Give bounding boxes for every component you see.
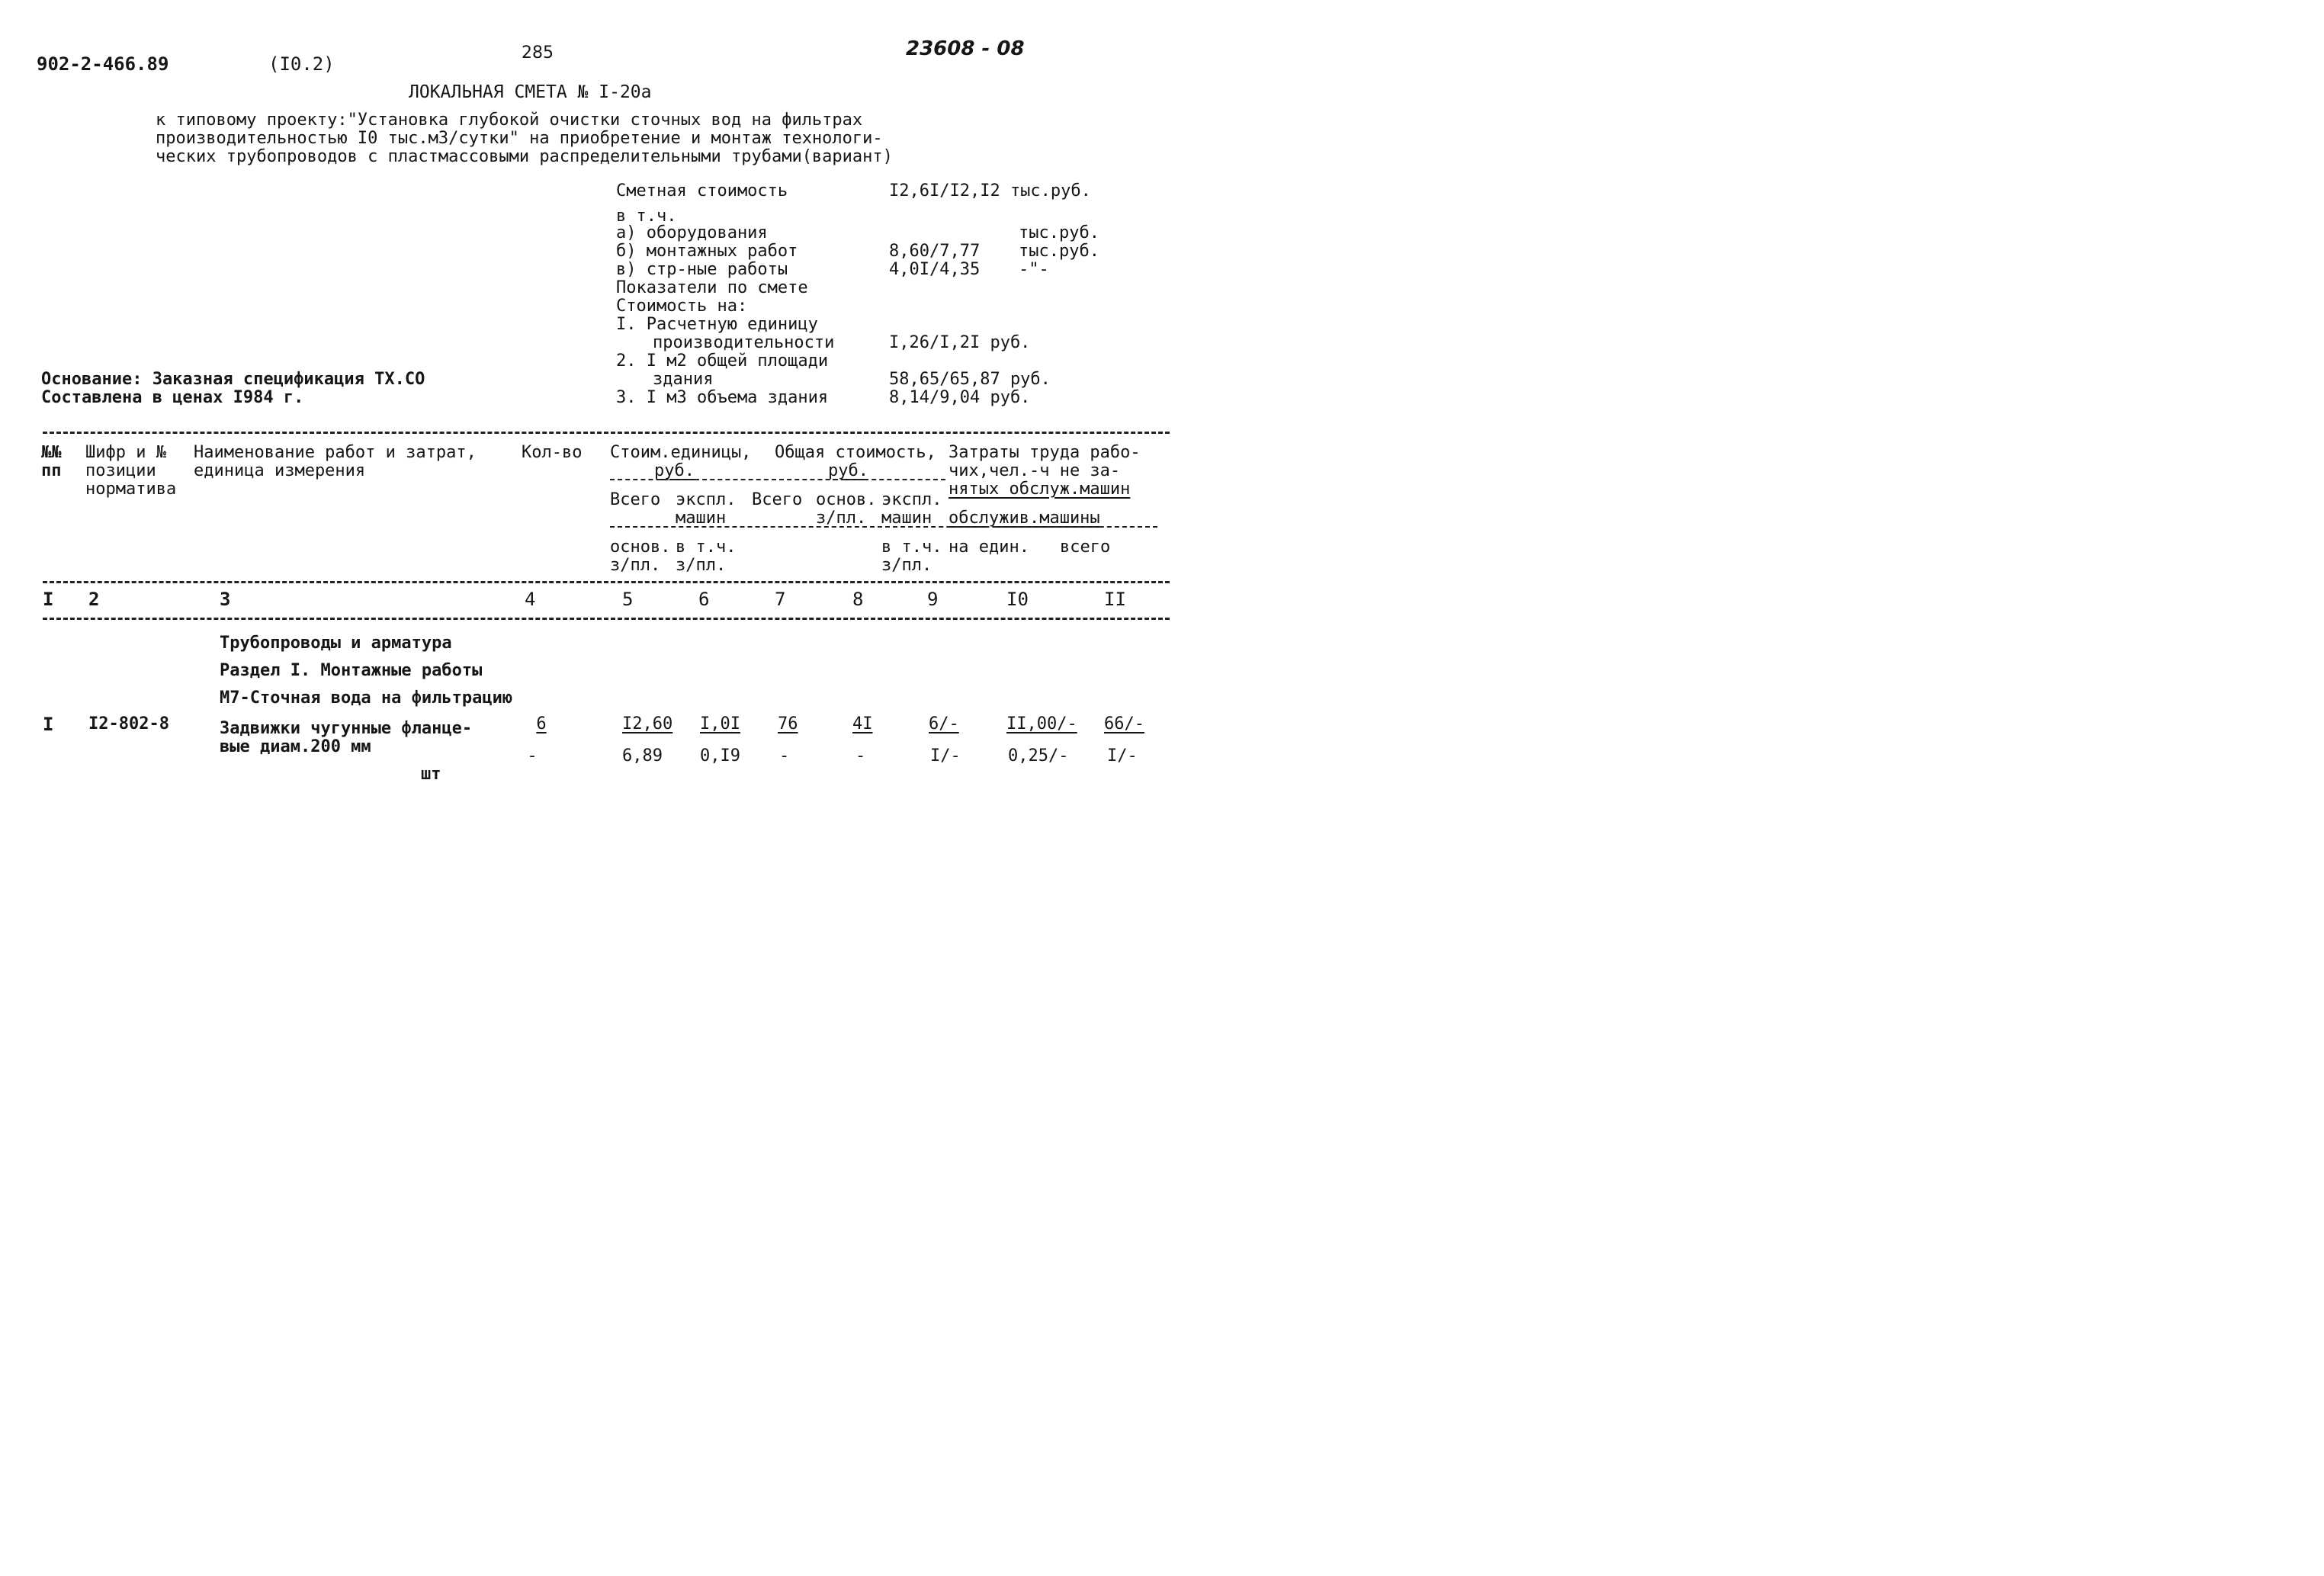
row-code: I2-802-8 xyxy=(88,714,169,733)
col-header-unit-cost: Стоим.единицы, xyxy=(610,443,752,462)
header-underline xyxy=(610,479,945,480)
indicators-label: Показатели по смете xyxy=(616,278,808,297)
col-header-service: обслужив.машины xyxy=(949,509,1100,528)
installation-value: 8,60/7,77 xyxy=(889,242,981,261)
page-title: ЛОКАЛЬНАЯ СМЕТА № I-20а xyxy=(409,82,652,102)
construction-label: в) стр-ные работы xyxy=(616,260,788,279)
row-number: I xyxy=(43,714,54,735)
row-labor-per-unit-sub: 0,25/- xyxy=(1008,746,1069,766)
col-header-total-7: Всего xyxy=(752,490,803,509)
table-rule xyxy=(43,618,1170,620)
col-header-quantity: Кол-во xyxy=(522,443,583,462)
col-header-per-unit: на един. xyxy=(949,538,1029,557)
equipment-label: а) оборудования xyxy=(616,223,768,242)
row-total-cost: 76 xyxy=(778,714,798,733)
volume-number: (I0.2) xyxy=(268,53,335,75)
row-labor-per-unit: II,00/- xyxy=(1006,714,1077,733)
column-number: 5 xyxy=(622,589,634,610)
col-header-total-cost: Общая стоимость, xyxy=(775,443,936,462)
row-name: Задвижки чугунные фланце- вые диам.200 мм xyxy=(220,719,473,756)
col-header-unit-cost-rub: руб. xyxy=(654,461,695,480)
row-machine-wage: 0,I9 xyxy=(700,746,740,766)
column-number: I0 xyxy=(1006,589,1029,610)
row-machine-total: 6/- xyxy=(929,714,959,733)
row-labor-total-sub: I/- xyxy=(1107,746,1138,766)
indicator-2-value: 58,65/65,87 руб. xyxy=(889,370,1051,389)
col-header-number: №№ пп xyxy=(41,443,62,480)
construction-value: 4,0I/4,35 xyxy=(889,260,981,279)
row-unit-cost-wage: 6,89 xyxy=(622,746,663,766)
row-labor-total: 66/- xyxy=(1104,714,1144,733)
indicator-3-label: 3. I м3 объема здания xyxy=(616,388,829,407)
column-number: 3 xyxy=(220,589,231,610)
col-header-total-cost-rub: руб. xyxy=(828,461,868,480)
subtitle-line: к типовому проекту:"Установка глубокой очистки сточных вод на фильтрах xyxy=(156,111,863,130)
row-unit: шт xyxy=(421,765,441,784)
col-header-wage-6: в т.ч. з/пл. xyxy=(676,538,737,575)
indicator-1-value: I,26/I,2I руб. xyxy=(889,333,1031,352)
row-machine-cost: I,0I xyxy=(700,714,740,733)
indicator-2-label-cont: здания xyxy=(653,370,714,389)
subtitle-line: ческих трубопроводов с пластмассовыми распределительными трубами(вариант) xyxy=(156,147,893,166)
column-number: II xyxy=(1104,589,1126,610)
cost-on-label: Стоимость на: xyxy=(616,297,748,316)
indicator-1-label-cont: производительности xyxy=(653,333,835,352)
installation-unit: тыс.руб. xyxy=(1019,242,1099,261)
col-header-total-5: Всего xyxy=(610,490,661,509)
row-machine-total-wage: I/- xyxy=(930,746,961,766)
indicator-2-label: 2. I м2 общей площади xyxy=(616,351,829,371)
header-underline xyxy=(610,526,1157,528)
section-title: Раздел I. Монтажные работы xyxy=(220,661,483,680)
page-number: 285 xyxy=(522,43,554,63)
including-label: в т.ч. xyxy=(616,207,677,226)
col-header-wage-5: основ. з/пл. xyxy=(610,538,671,575)
col-header-labor-cont: нятых обслуж.машин xyxy=(949,480,1131,499)
column-number: 8 xyxy=(852,589,864,610)
col-header-labor-cont: чих,чел.-ч не за- xyxy=(949,461,1121,480)
col-header-total-11: всего xyxy=(1060,538,1111,557)
column-number: 4 xyxy=(525,589,536,610)
column-number: 2 xyxy=(88,589,100,610)
table-rule xyxy=(43,432,1170,434)
prices-year-line: Составлена в ценах I984 г. xyxy=(41,388,304,407)
row-base-wage: 4I xyxy=(852,714,873,733)
equipment-unit: тыс.руб. xyxy=(1019,223,1099,242)
document-number: 23608 - 08 xyxy=(906,37,1025,60)
col-header-labor: Затраты труда рабо- xyxy=(949,443,1141,462)
project-code: 902-2-466.89 xyxy=(37,53,169,75)
total-cost-value: I2,6I/I2,I2 тыс.руб. xyxy=(889,181,1091,201)
column-number: 9 xyxy=(927,589,939,610)
indicator-3-value: 8,14/9,04 руб. xyxy=(889,388,1031,407)
col-header-machine-9: экспл. машин xyxy=(881,490,942,528)
section-title: М7-Сточная вода на фильтрацию xyxy=(220,688,513,708)
col-header-code: Шифр и № позиции норматива xyxy=(85,443,177,499)
column-number: 7 xyxy=(775,589,786,610)
row-quantity: 6 xyxy=(536,714,547,733)
row-base-wage-sub: - xyxy=(855,746,866,766)
row-quantity-sub: - xyxy=(527,746,538,766)
column-number: 6 xyxy=(698,589,710,610)
total-cost-label: Сметная стоимость xyxy=(616,181,788,201)
col-header-machine-6: экспл. машин xyxy=(676,490,737,528)
col-header-wage-8: основ. з/пл. xyxy=(816,490,877,528)
col-header-wage-9: в т.ч. з/пл. xyxy=(881,538,942,575)
row-total-cost-sub: - xyxy=(779,746,790,766)
section-title: Трубопроводы и арматура xyxy=(220,634,452,653)
col-header-name: Наименование работ и затрат, единица измерения xyxy=(194,443,477,480)
column-number: I xyxy=(43,589,54,610)
construction-unit: -"- xyxy=(1019,260,1049,279)
row-unit-cost: I2,60 xyxy=(622,714,673,733)
basis-line: Основание: Заказная спецификация ТХ.СО xyxy=(41,370,425,389)
installation-label: б) монтажных работ xyxy=(616,242,798,261)
indicator-1-label: I. Расчетную единицу xyxy=(616,315,818,334)
subtitle-line: производительностью I0 тыс.м3/сутки" на приобретение и монтаж технологи- xyxy=(156,129,883,148)
table-rule xyxy=(43,581,1170,583)
